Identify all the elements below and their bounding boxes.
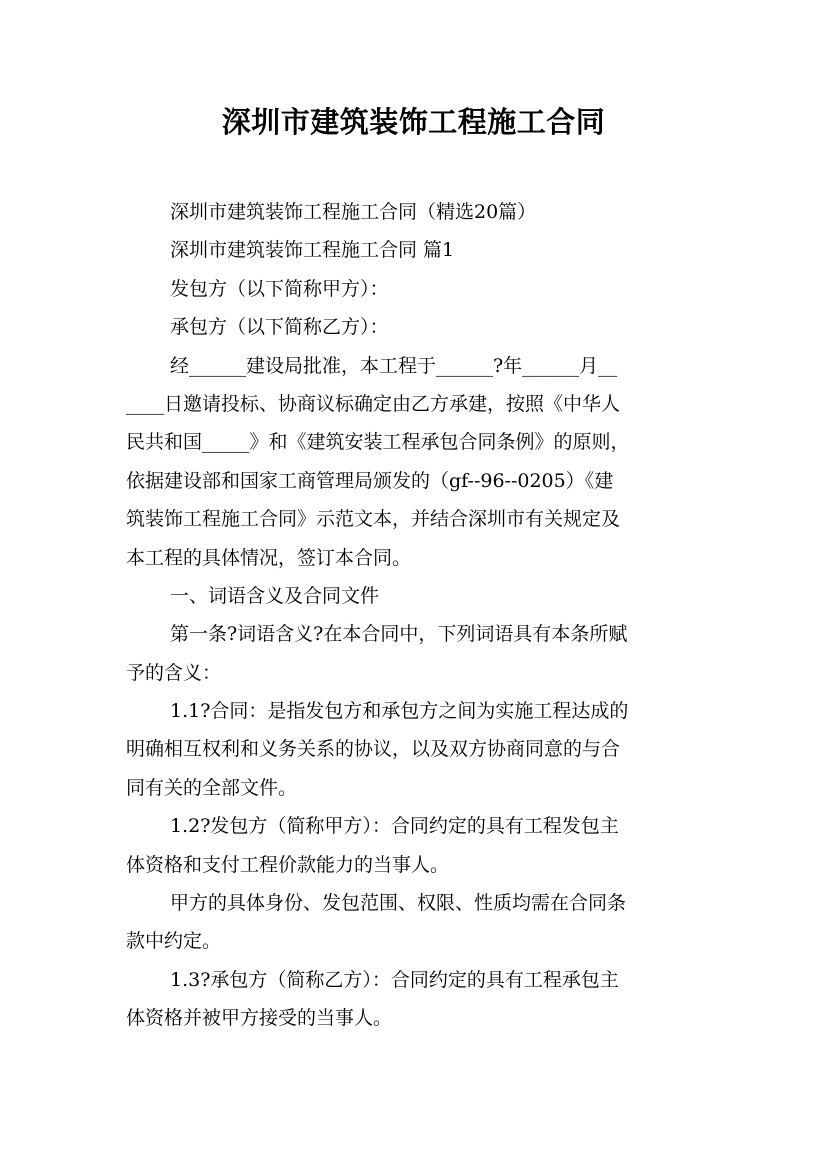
paragraph-line: 体资格并被甲方接受的当事人。 <box>126 1007 393 1030</box>
paragraph-line: 甲方的具体身份、发包范围、权限、性质均需在合同条 <box>170 892 627 915</box>
paragraph-line: ____日邀请投标、协商议标确定由乙方承建，按照《中华人 <box>126 392 621 415</box>
paragraph-line: 民共和国_____》和《建筑安装工程承包合同条例》的原则， <box>126 431 630 454</box>
paragraph-line: 体资格和支付工程价款能力的当事人。 <box>126 853 450 876</box>
paragraph-line: 同有关的全部文件。 <box>126 776 298 799</box>
paragraph-line: 深圳市建筑装饰工程施工合同 篇1 <box>170 239 455 262</box>
paragraph-line: 承包方（以下简称乙方）： <box>170 316 389 339</box>
paragraph-line: 1.3?承包方（简称乙方）：合同约定的具有工程承包主 <box>170 968 619 991</box>
paragraph-line: 第一条?词语含义?在本合同中，下列词语具有本条所赋 <box>170 623 628 646</box>
paragraph-line: 依据建设部和国家工商管理局颁发的（gf--96--0205）《建 <box>126 469 614 492</box>
document-body <box>126 193 706 1038</box>
paragraph-line: 发包方（以下简称甲方）： <box>170 277 389 300</box>
section-heading: 一、词语含义及合同文件 <box>170 584 380 607</box>
paragraph-line: 1.2?发包方（简称甲方）：合同约定的具有工程发包主 <box>170 815 619 838</box>
paragraph-line: 明确相互权利和义务关系的协议，以及双方协商同意的与合 <box>126 738 621 761</box>
paragraph-line: 经______建设局批准，本工程于______?年______月__ <box>170 354 618 377</box>
paragraph-line: 本工程的具体情况，签订本合同。 <box>126 546 412 569</box>
document-title: 深圳市建筑装饰工程施工合同 <box>221 105 606 139</box>
paragraph-line: 深圳市建筑装饰工程施工合同（精选20篇） <box>170 201 537 223</box>
paragraph-line: 筑装饰工程施工合同》示范文本，并结合深圳市有关规定及 <box>126 508 621 531</box>
paragraph-line: 予的含义： <box>126 661 222 684</box>
paragraph-line: 款中约定。 <box>126 930 222 953</box>
paragraph-line: 1.1?合同：是指发包方和承包方之间为实施工程达成的 <box>170 700 629 723</box>
